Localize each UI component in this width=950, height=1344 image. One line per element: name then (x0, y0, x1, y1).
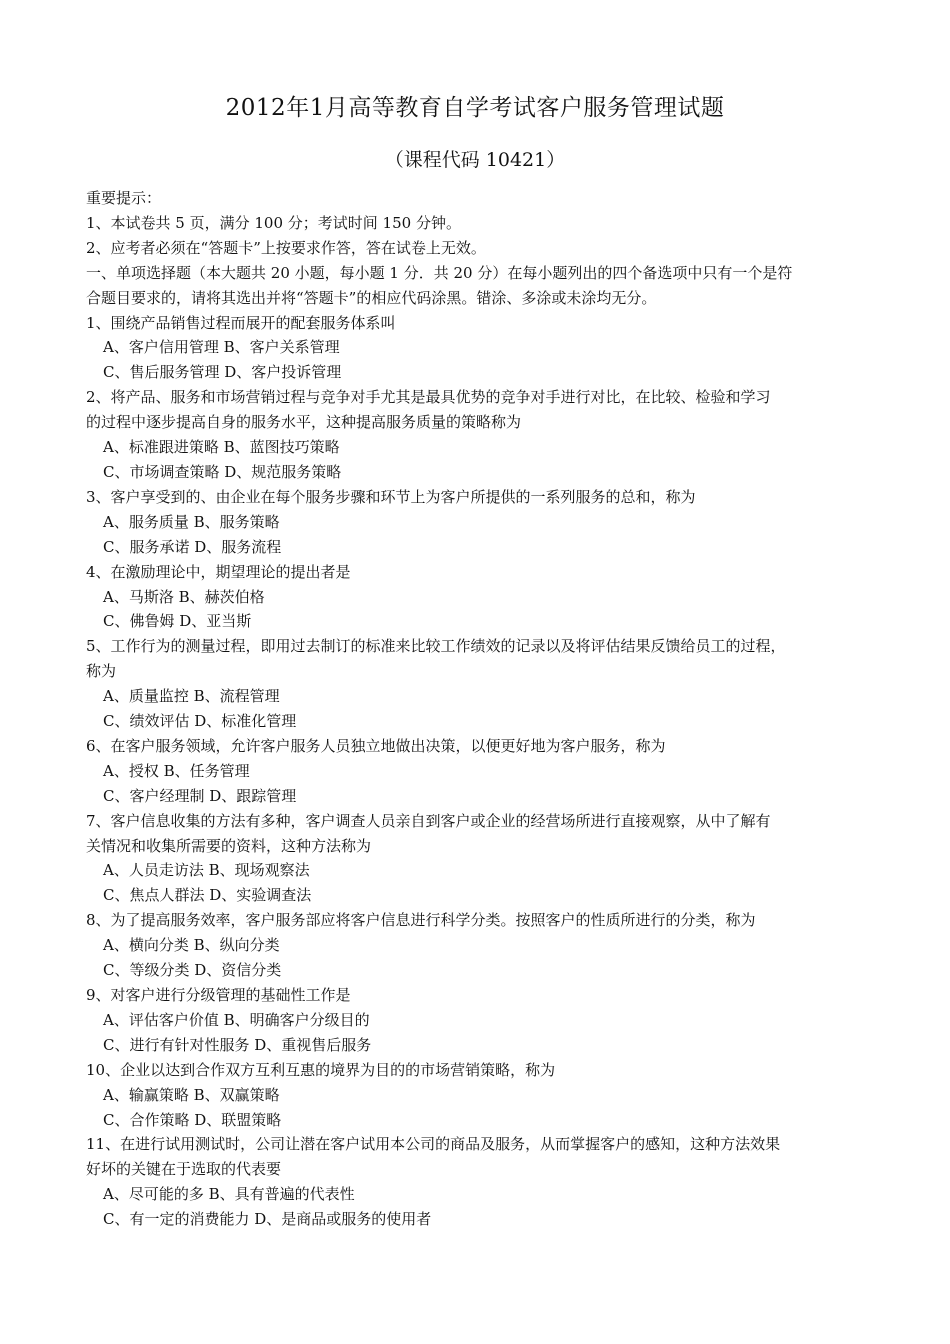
question-options: A、输赢策略 B、双赢策略 (103, 1085, 280, 1104)
question-stem: 称为 (86, 662, 117, 681)
section-instructions: 合题目要求的，请将其选出并将“答题卡”的相应代码涂黑。错涂、多涂或未涂均无分。 (86, 288, 657, 307)
question-stem: 8、为了提高服务效率，客户服务部应将客户信息进行科学分类。按照客户的性质所进行的分类，称为 (86, 911, 756, 930)
question-stem: 9、对客户进行分级管理的基础性工作是 (86, 986, 351, 1004)
question-options: C、客户经理制 D、跟踪管理 (103, 786, 297, 805)
question-options: C、合作策略 D、联盟策略 (103, 1110, 282, 1129)
question-options: A、尽可能的多 B、具有普遍的代表性 (103, 1185, 355, 1204)
question-stem: 的过程中逐步提高自身的服务水平，这种提高服务质量的策略称为 (86, 413, 522, 432)
course-code: （课程代码 10421） (384, 149, 566, 171)
section-instructions: 一、单项选择题（本大题共 20 小题，每小题 1 分．共 20 分）在每小题列出的四个备选项中只有一个是符 (86, 263, 793, 282)
question-stem: 2、将产品、服务和市场营销过程与竞争对手尤其是最具优势的竞争对手进行对比，在比较、检验和学习 (86, 388, 771, 407)
question-options: A、质量监控 B、流程管理 (103, 687, 280, 706)
question-stem: 10、企业以达到合作双方互利互惠的境界为目的的市场营销策略，称为 (86, 1060, 556, 1079)
question-options: A、客户信用管理 B、客户关系管理 (103, 338, 340, 357)
question-options: A、评估客户价值 B、明确客户分级目的 (103, 1010, 370, 1029)
question-stem: 关情况和收集所需要的资料，这种方法称为 (86, 836, 372, 855)
question-options: C、售后服务管理 D、客户投诉管理 (103, 363, 342, 382)
question-stem: 6、在客户服务领域，允许客户服务人员独立地做出决策，以便更好地为客户服务，称为 (86, 736, 666, 755)
question-stem: 7、客户信息收集的方法有多种，客户调查人员亲自到客户或企业的经营场所进行直接观察，从中了解有 (86, 811, 771, 830)
question-options: A、人员走访法 B、现场观察法 (103, 861, 310, 880)
notice-item: 2、应考者必须在“答题卡”上按要求作答，答在试卷上无效。 (86, 238, 486, 257)
question-options: C、有一定的消费能力 D、是商品或服务的使用者 (103, 1210, 432, 1229)
question-options: A、马斯洛 B、赫茨伯格 (103, 587, 265, 606)
question-options: C、佛鲁姆 D、亚当斯 (103, 612, 252, 631)
question-options: A、授权 B、任务管理 (103, 761, 250, 780)
question-options: A、标准跟进策略 B、蓝图技巧策略 (103, 438, 340, 457)
question-options: C、市场调查策略 D、规范服务策略 (103, 462, 342, 481)
question-options: A、服务质量 B、服务策略 (103, 512, 280, 531)
question-stem: 11、在进行试用测试时，公司让潜在客户试用本公司的商品及服务，从而掌握客户的感知，这种方法效果 (86, 1135, 781, 1154)
question-options: C、绩效评估 D、标准化管理 (103, 712, 297, 731)
exam-body (86, 186, 880, 1232)
question-options: C、等级分类 D、资信分类 (103, 961, 282, 980)
exam-title: 2012年1月高等教育自学考试客户服务管理试题 (225, 95, 725, 121)
question-options: A、横向分类 B、纵向分类 (103, 936, 280, 955)
question-stem: 1、围绕产品销售过程而展开的配套服务体系叫 (86, 313, 396, 332)
question-options: C、进行有针对性服务 D、重视售后服务 (103, 1035, 372, 1054)
question-stem: 3、客户享受到的、由企业在每个服务步骤和环节上为客户所提供的一系列服务的总和，称为 (86, 487, 696, 506)
question-stem: 4、在激励理论中，期望理论的提出者是 (86, 562, 351, 581)
question-stem: 好坏的关键在于选取的代表要 (86, 1160, 282, 1179)
question-stem: 5、工作行为的测量过程，即用过去制订的标准来比较工作绩效的记录以及将评估结果反馈给员工的过程， (86, 637, 786, 656)
notice-heading: 重要提示： (86, 189, 162, 207)
question-options: C、焦点人群法 D、实验调查法 (103, 886, 312, 905)
notice-item: 1、本试卷共 5 页，满分 100 分；考试时间 150 分钟。 (86, 213, 461, 232)
question-options: C、服务承诺 D、服务流程 (103, 537, 282, 556)
